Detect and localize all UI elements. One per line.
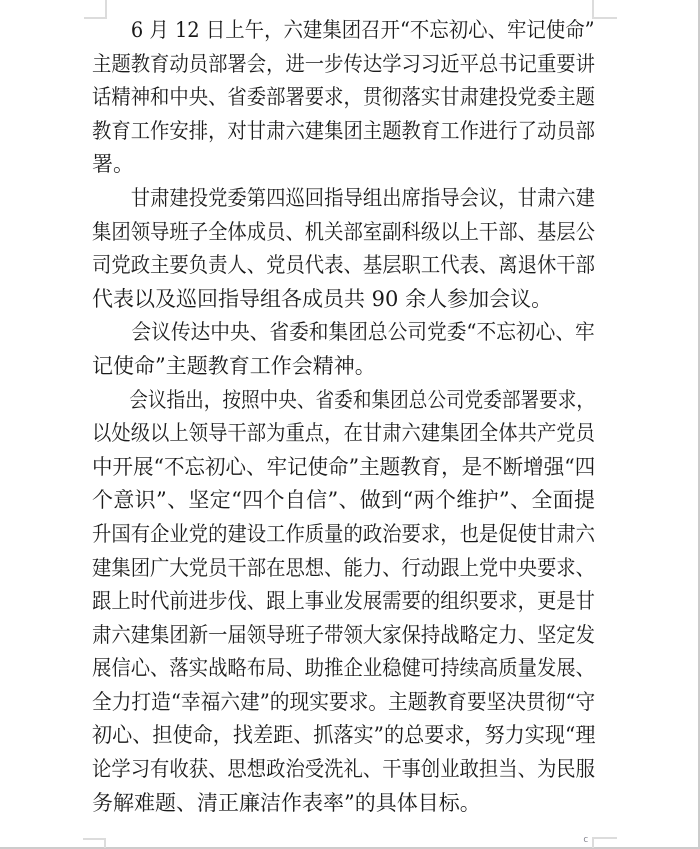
text-line: 记使命”主题教育工作会精神。: [92, 353, 376, 378]
text-line: 肃六建集团新一届领导班子带领大家保持战略定力、坚定发: [92, 622, 595, 647]
text-line: 代表以及巡回指导组各成员共 90 余人参加会议。: [92, 286, 553, 311]
text-line: 集团领导班子全体成员、机关部室副科级以上干部、基层公: [92, 219, 595, 244]
crop-mark-top-right-icon: [592, 0, 617, 19]
text-line: 教育工作安排，对甘肃六建集团主题教育工作进行了动员部: [92, 118, 595, 143]
text-line: 话精神和中央、省委部署要求，贯彻落实甘肃建投党委主题: [92, 85, 595, 110]
paragraph-end-mark: c: [583, 835, 589, 845]
document-text-area[interactable]: [92, 14, 595, 820]
text-line: 建集团广大党员干部在思想、能力、行动跟上党中央要求、: [92, 555, 595, 580]
text-line: 以处级以上领导干部为重点，在甘肃六建集团全体共产党员: [92, 421, 595, 446]
text-line: 初心、担使命，找差距、抓落实”的总要求，努力实现“理: [92, 723, 596, 748]
crop-mark-bottom-left-icon: [83, 838, 106, 848]
text-line: 会议传达中央、省委和集团总公司党委“不忘初心、牢: [131, 320, 595, 345]
text-line: 个意识”、坚定“四个自信”、做到“两个维护”、全面提: [92, 488, 595, 513]
text-line: 署。: [92, 152, 134, 177]
text-line: 6 月 12 日上午，六建集团召开“不忘初心、牢记使命”: [130, 18, 595, 42]
text-line: 主题教育动员部署会，进一步传达学习习近平总书记重要讲: [92, 51, 595, 76]
text-line: 务解难题、清正廉洁作表率”的具体目标。: [92, 790, 481, 815]
text-line: 中开展“不忘初心、牢记使命”主题教育，是不断增强“四: [92, 454, 596, 479]
text-line: 全力打造“幸福六建”的现实要求。主题教育要坚决贯彻“守: [92, 689, 596, 714]
text-line: 升国有企业党的建设工作质量的政治要求，也是促使甘肃六: [92, 521, 595, 546]
text-line: 司党政主要负责人、党员代表、基层职工代表、离退休干部: [92, 253, 595, 278]
crop-mark-bottom-right-icon: [592, 837, 617, 848]
text-line: 会议指出，按照中央、省委和集团总公司党委部署要求，: [129, 387, 595, 412]
text-line: 展信心、落实战略布局、助推企业稳健可持续高质量发展、: [92, 656, 595, 681]
text-line: 跟上时代前进步伐、跟上事业发展需要的组织要求，更是甘: [92, 589, 595, 614]
text-line: 甘肃建投党委第四巡回指导组出席指导会议，甘肃六建: [130, 185, 595, 210]
text-line: 论学习有收获、思想政治受洗礼、干事创业敢担当、为民服: [92, 757, 595, 782]
